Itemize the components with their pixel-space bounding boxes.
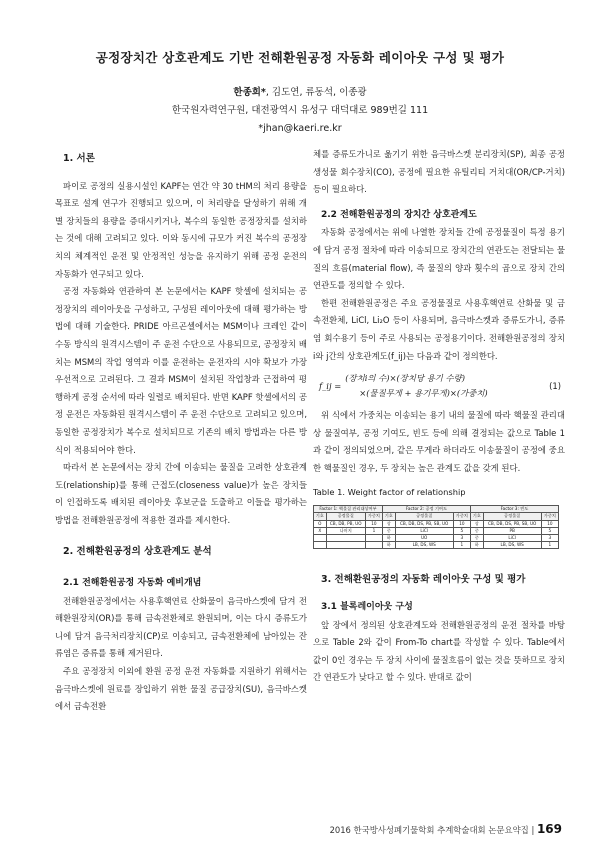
table-cell: CB, DB, PB, UO xyxy=(326,520,365,527)
equation-lhs: f_ij = xyxy=(319,380,342,391)
lead-author: 한종희* xyxy=(233,87,266,98)
table-cell: LB, DS, WS xyxy=(395,542,453,549)
table-cell: UO xyxy=(395,534,453,541)
footer-separator: | xyxy=(531,825,535,835)
table-column-header-row xyxy=(314,513,559,520)
left-column xyxy=(55,150,307,716)
table-cell: LB, DS, WS xyxy=(483,542,541,549)
weight-factor-table xyxy=(313,505,559,549)
table-cell: LiCl xyxy=(395,527,453,534)
table-row xyxy=(314,542,559,549)
table-cell: PB xyxy=(483,527,541,534)
table-cell: 중 xyxy=(470,534,483,541)
subsection-heading-3-1: 3.1 블록레이아웃 구성 xyxy=(321,601,413,612)
table-header-cell: Factor 1: 핵물질 관리대상여부 xyxy=(314,506,383,513)
paragraph: 앞 장에서 정의된 상호관계도와 전해환원공정의 운전 절차를 바탕으로 Table 2와 같이 From-To chart를 작성할 수 있다. Table에서 값이 0인 경우는 두 장치 사이에 물질흐름이 없는 것을 뜻하므로 장치간 연관도가 낮다고 할 수 있다. 반대로 값이 xyxy=(313,619,565,683)
table-header-cell: 가중치 xyxy=(365,513,382,520)
table-cell: 10 xyxy=(541,520,558,527)
table-row xyxy=(314,520,559,527)
table-cell: 중 xyxy=(382,527,395,534)
paper-title: 공정장치간 상호관계도 기반 전해환원공정 자동화 레이아웃 구성 및 평가 xyxy=(95,50,505,65)
paragraph: 파이로 공정의 실용시설인 KAPF는 연간 약 30 tHM의 처리 용량을 목표로 설계 연구가 진행되고 있으며, 이 처리량을 달성하기 위해 개별 장치들의 용량을 증대시키거나, 복수의 동일한 공정장치를 설치하는 것에 대해 고려되고 있다. 이와 동시에 규모가 커진 복수의 공정장치의 체계적인 운전 및 안정적인 성능을 유지하기 위해 공정 운전의 자동화가 연구되고 있다. xyxy=(55,180,307,279)
paragraph: 따라서 본 논문에서는 장치 간에 이송되는 물질을 고려한 상호관계도(relationship)를 통해 근접도(closeness value)가 높은 장치들이 인접하도록 배치된 레이아웃 후보군을 도출하고 이들을 평가하는 방법을 전해환원공정에 적용한 결과를 제시한다. xyxy=(55,462,307,525)
table-cell: 하 xyxy=(470,542,483,549)
paragraph: 체를 증류도가니로 옮기기 위한 음극바스켓 분리장치(SP), 최종 공정 생성물 회수장치(CO), 공정에 필요한 유틸리티 거치대(OR/CP-거치) 등이 필요하다. xyxy=(313,149,565,195)
paragraph: 자동화 공정에서는 위에 나열한 장치들 간에 공정물질이 특정 용기에 담겨 공정 절차에 따라 이송되므로 장치간의 연관도는 전달되는 물질의 흐름(material flow), 즉 물질의 양과 횟수의 곱으로 장치 간의 연관도를 정의할 수 있다. xyxy=(313,227,565,291)
table-body xyxy=(314,520,559,549)
table-cell: 5 xyxy=(453,527,470,534)
paragraph: 주요 공정장치 이외에 환원 공정 운전 자동화를 지원하기 위해서는 음극바스켓에 원료를 장입하기 위한 물질 공급장치(SU), 음극바스켓에서 금속전환 xyxy=(55,666,307,712)
table-cell: 하 xyxy=(382,534,395,541)
affiliation: 한국원자력연구원, 대전광역시 유성구 대덕대로 989번길 111 xyxy=(171,105,429,116)
table-cell: CB, DB, DS, PB, SB, UO xyxy=(483,520,541,527)
right-column xyxy=(313,146,565,687)
equation-1 xyxy=(313,371,565,401)
table-cell: LiCl xyxy=(483,534,541,541)
table-caption: Table 1. Weight factor of relationship xyxy=(313,486,466,497)
table-cell xyxy=(326,534,365,541)
table-cell: 1 xyxy=(541,542,558,549)
table-group-header-row xyxy=(314,506,559,513)
table-header-cell: 공정물질 xyxy=(326,513,365,520)
table-header-cell: 공정물질 xyxy=(395,513,453,520)
equation-line: (장치i의 수)×(장치당 용기 수량) xyxy=(345,373,465,384)
table-cell: 하 xyxy=(382,542,395,549)
section-heading-3: 3. 전해환원공정의 자동화 레이아웃 구성 및 평가 xyxy=(321,574,526,586)
table-header-cell: Factor 2: 공정 기여도 xyxy=(382,506,470,513)
table-row xyxy=(314,527,559,534)
table-header-cell: 가중치 xyxy=(541,513,558,520)
table-cell: 1 xyxy=(365,527,382,534)
table-cell xyxy=(326,542,365,549)
table-cell: 상 xyxy=(382,520,395,527)
author-block xyxy=(0,84,600,138)
table-cell xyxy=(365,542,382,549)
paragraph: 공정 자동화와 연관하여 본 논문에서는 KAPF 핫셀에 설치되는 공정장치의 레이아웃을 구성하고, 구성된 레이아웃에 대해 평가하는 방법에 대해 기술한다. PRIDE 아르곤셀에서는 MSM이나 크레인 같이 수동 방식의 원격시스템이 주 운전 수단으로 사용되므로, 공정장치 배치는 MSM의 작업 영역과 이를 운전하는 운전자의 시야 확보가 가장 우선적으로 고려된다. 그 결과 MSM이 설치된 작업창과 근접하여 평행하게 공정 순서에 따라 일렬로 배치된다. 반면 KAPF 핫셀에서의 공정 운전은 자동화된 원격시스템이 주 운전 수단으로 고려되고 있으며, 동일한 공정장치가 복수로 설치되므로 기존의 배치 방법과는 다른 방식이 적용되어야 한다. xyxy=(55,286,307,455)
table-header-cell: 기호 xyxy=(382,513,395,520)
section-heading-intro: 1. 서론 xyxy=(63,153,95,164)
equation-line: ×(물질무게 + 용기무게)×(가중치) xyxy=(359,388,488,399)
table-cell: 중 xyxy=(470,527,483,534)
page-footer xyxy=(330,822,562,836)
table-header-cell: 기호 xyxy=(314,513,327,520)
table-cell: O xyxy=(314,520,327,527)
table-cell: CB, DB, DS, PB, SB, UO xyxy=(395,520,453,527)
table-cell xyxy=(314,542,327,549)
table-cell: 3 xyxy=(541,534,558,541)
co-authors: , 김도연, 류동석, 이종광 xyxy=(265,87,367,98)
subsection-heading-2-1: 2.1 전해환원공정 자동화 예비개념 xyxy=(63,578,202,589)
table-cell: 3 xyxy=(453,534,470,541)
section-heading-2: 2. 전해환원공정의 상호관계도 분석 xyxy=(63,546,212,558)
table-header-cell: Factor 3: 빈도 xyxy=(470,506,558,513)
equation-number: (1) xyxy=(549,380,561,391)
table-cell: 10 xyxy=(365,520,382,527)
table-header-cell: 가중치 xyxy=(453,513,470,520)
table-cell xyxy=(314,534,327,541)
table-cell: 10 xyxy=(453,520,470,527)
email: *jhan@kaeri.re.kr xyxy=(258,123,342,134)
table-cell: 상 xyxy=(470,520,483,527)
paragraph: 위 식에서 가중치는 이송되는 용기 내의 물질에 따라 핵물질 관리대상 물질여부, 공정 기여도, 빈도 등에 의해 결정되는 값으로 Table 1과 같이 정의되었으며, 같은 무게라 하더라도 이송물질이 공정에 중요한 핵물질인 경우, 두 장치는 높은 관계도 값을 갖게 된다. xyxy=(313,410,565,473)
table-cell: X xyxy=(314,527,327,534)
subsection-heading-2-2: 2.2 전해환원공정의 장치간 상호관계도 xyxy=(321,209,477,220)
table-header-cell: 기호 xyxy=(470,513,483,520)
table-row xyxy=(314,534,559,541)
author-line xyxy=(0,84,600,102)
table-cell: 5 xyxy=(541,527,558,534)
paragraph: 한편 전해환원공정은 주요 공정물질로 사용후핵연료 산화물 및 금속전환체, LiCl, Li₂O 등이 사용되며, 음극바스켓과 증류도가니, 증류염 회수용기 등이 주로 사용되는 공정용기이다. 전해환원공정의 장치 i와 j간의 상호관계도(f_ij)는 다음과 같이 정의한다. xyxy=(313,297,565,361)
conference-name: 2016 한국방사성폐기물학회 추계학술대회 논문요약집 xyxy=(329,825,529,835)
table-cell xyxy=(365,534,382,541)
equation-body xyxy=(341,371,549,401)
table-cell: 1 xyxy=(453,542,470,549)
page-number: 169 xyxy=(536,822,562,836)
table-cell: 나머지 xyxy=(326,527,365,534)
paragraph: 전해환원공정에서는 사용후핵연료 산화물이 음극바스켓에 담겨 전해환원장치(OR)를 통해 금속전환체로 환원되며, 이는 다시 증류도가니에 담겨 음극처리장치(CP)로 이송되고, 금속전환체에 남아있는 잔류염은 증류를 통해 제거된다. xyxy=(55,595,307,659)
table-header-cell: 공정물질 xyxy=(483,513,541,520)
